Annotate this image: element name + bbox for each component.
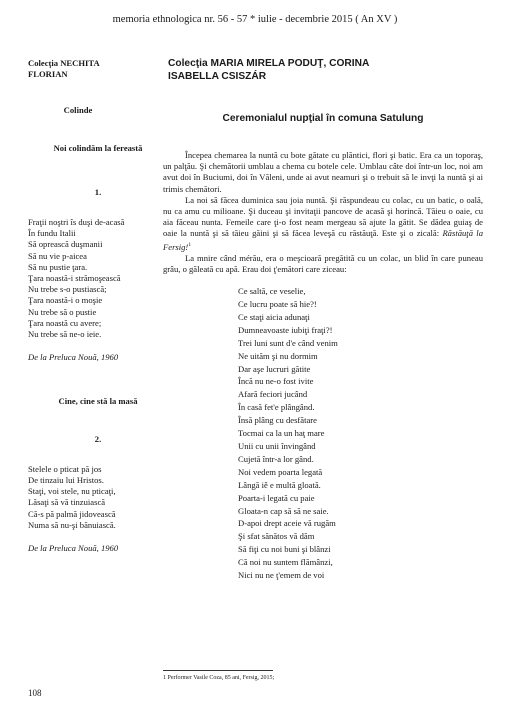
poem-line: Lângă iě e multă gloată. [238,479,321,490]
verse-line: Că-s pă palmă jidovească [28,508,116,519]
poem-line: În casă fet'e plângând. [238,402,315,413]
poem-line: Ce saltă, ce veselie, [238,286,306,297]
left-column [28,58,168,554]
right-collection-title-line1: Colecţia MARIA MIRELA PODUŢ, CORINA [168,58,370,69]
footnote-marker: 1 [188,241,192,248]
poem-line: Tocmai ca la un haţ mare [238,428,325,439]
verse-line: Lăsaţi să vă tinzuiască [28,497,106,508]
song-1-verse [28,217,168,340]
paragraph: Începea chemarea la nuntă cu bote gătate cu plăntici, flori şi batic. Era ca un toporaş, un palţău. Şi chemătorii umblau a chema cu botele cele. Umblau câte doi într-un loc, noi am avut doi în Buciumi, doi în Văleni, unde ai avut neamuri şi o trebuit să le invţi la nuntă şi ai trimis chemători. [163,150,483,194]
poem-line: Trei luni sunt d'e când venim [238,337,338,348]
running-header: memoria ethnologica nr. 56 - 57 * iulie - decembrie 2015 ( An XV ) [112,14,398,25]
verse-line: Ţara noastă-i o moşie [28,295,103,306]
footnote-divider [163,670,273,671]
song-1-source: De la Preluca Nouă, 1960 [28,352,119,363]
song-2-source: De la Preluca Nouă, 1960 [28,543,119,554]
poem-line: Ne uităm şi nu dormim [238,350,318,361]
paragraph [163,195,483,253]
song-number-2: 2. [94,433,102,444]
poem-line: Noi vedem poarta legată [238,466,323,477]
poem-line: Cujetă într-a lor gând. [238,453,314,464]
section-title-colinde: Colinde [63,105,93,116]
article-title: Ceremonialul nupţial în comuna Satulung [222,113,424,124]
poem-line: Ce staţi aicia adunaţi [238,311,310,322]
verse-line: Să oprească duşmanii [28,239,103,250]
verse-line: Ţara noastă cu avere; [28,317,102,328]
right-collection-title-line2: ISABELLA CSISZÁR [168,70,267,82]
poem-line: Că noi nu suntem flămânzi, [238,557,333,568]
song-title-2: Cine, cine stă la masă [58,396,138,407]
poem-line: Şi sfat sănătos vă dăm [238,531,315,542]
verse-line: Să nu vie p-aicea [28,250,87,261]
song-number-1: 1. [94,186,102,197]
poem-line: Ce lucru poate să hie?! [238,299,317,309]
poem-line: Nici nu ne ţ'emem de voi [238,570,325,581]
quote-italic: Răstăuţă la Fersig! [163,228,483,252]
poem-line: Să fiţi cu noi buni şi blânzi [238,544,331,555]
paragraph-text: La noi să făcea duminica sau joia nuntă. Şi răspundeau cu colac, cu un batic, o oală, nu ca amu cu milioane. Şi duceau şi invitaţii pancove de acasă şi horincă. Tăieu o oaie, cu aia făceau nunta. Femeile care ţi-o fost neam mergeau să ajute la gătit. Se dădea guiaş de oaie la nuntă şi să tăieu găini şi să făcea leveşă cu răstăuţă. Este şi o zicală: [163,194,483,239]
left-collection-title-line2: FLORIAN [28,69,68,80]
poem-line: Unii cu unii învingând [238,440,316,451]
verse-line: De tinzaiu lui Hristos. [28,475,104,486]
song-2-verse [28,464,168,531]
verse-line: Nu trebe să ne-o ieie. [28,329,102,340]
poem-line: Însă plâng cu desfătare [238,415,317,426]
poem-line: Poarta-i legată cu paie [238,492,315,503]
verse-line: Staţi, voi stele, nu pticaţi, [28,486,116,497]
verse-line: Să nu pustie ţara. [28,261,88,272]
left-collection-title-line1: Colecţia NECHITA [28,58,100,68]
verse-line: Stelele o pticat pă jos [28,463,102,474]
article-body [163,150,483,275]
right-column [163,58,483,582]
verse-line: În fundu Italii [28,228,76,239]
paragraph: La mnire când mérău, era o meşcioară pregătită cu un colac, un blid în care puneau grâu, o găleată cu apă. Erau doi ţ'emători care ziceau: [163,252,483,274]
poem-line: Gloata-n cap să să ne saie. [238,505,329,516]
poem-line: Afară feciori jucând [238,389,308,400]
poem-line: Dar aşe lucruri gătite [238,363,311,374]
ritual-poem [238,285,483,582]
poem-line: D-apoi drept aceie vă rugăm [238,518,336,529]
right-collection-title [168,58,483,83]
footnote: 1 Performer Vasile Coza, 85 ani, Fersig, 2015; [163,675,275,681]
verse-line: Ţara noastă-i strămoşească [28,273,121,284]
song-title-1: Noi colindăm la fereastă [53,142,143,153]
poem-line: Dumneavoaste iubiţi fraţi?! [238,324,333,335]
verse-line: Nu trebe s-o pustiască; [28,284,107,295]
page-number: 108 [28,688,42,698]
verse-line: Nu trebe să o pustie [28,306,97,317]
poem-line: Încă nu ne-o fost ivite [238,376,314,387]
verse-line: Numa să nu-şi bănuiască. [28,519,116,530]
verse-line: Fraţii noştri îs duşi de-acasă [28,217,125,228]
